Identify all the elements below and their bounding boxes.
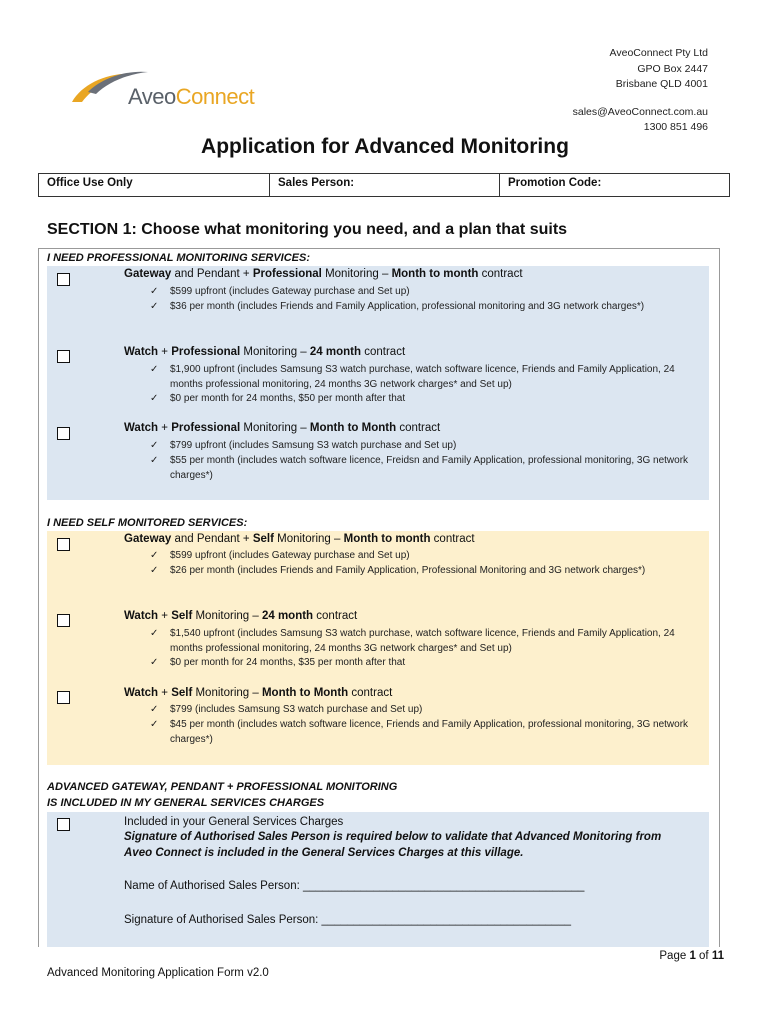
city: Brisbane QLD 4001	[615, 78, 708, 90]
checkbox-advanced-included[interactable]	[57, 818, 70, 831]
checkbox-self-gateway[interactable]	[57, 538, 70, 551]
price-bullet: ✓ $799 (includes Samsung S3 watch purchase and Set up)	[150, 704, 423, 715]
email: sales@AveoConnect.com.au	[572, 105, 708, 118]
section-1-title: SECTION 1: Choose what monitoring you need, and a plan that suits	[47, 221, 568, 238]
aveo-logo-text: AveoConnect	[128, 84, 255, 109]
checkbox-professional-watch-24[interactable]	[57, 350, 70, 363]
checkbox-self-watch-24[interactable]	[57, 614, 70, 627]
phone: 1300 851 496	[643, 121, 708, 133]
form-version: Advanced Monitoring Application Form v2.0	[47, 967, 269, 979]
advanced-group-label-2: IS INCLUDED IN MY GENERAL SERVICES CHARGES	[47, 797, 325, 809]
option-heading: Watch + Professional Monitoring – Month to Month contract	[124, 422, 441, 434]
price-bullet: ✓ $45 per month (includes watch software licence, Friends and Family Application, professional monitoring, 3G network charges*)	[150, 719, 689, 745]
advanced-group-label: ADVANCED GATEWAY, PENDANT + PROFESSIONAL MONITORING	[47, 781, 398, 793]
office-use-table	[38, 173, 730, 197]
option-heading: Watch + Self Monitoring – 24 month contract	[124, 610, 358, 622]
page-title: Application for Advanced Monitoring	[201, 135, 569, 158]
self-group-label: I NEED SELF MONITORED SERVICES:	[47, 517, 248, 529]
price-bullet: ✓ $36 per month (includes Friends and Family Application, professional monitoring and 3G network charges*)	[150, 301, 645, 312]
option-heading: Watch + Self Monitoring – Month to Month contract	[124, 687, 393, 699]
included-text: Included in your General Services Charges	[124, 816, 344, 828]
price-bullet: ✓ $0 per month for 24 months, $35 per month after that	[150, 657, 406, 668]
option-heading: Watch + Professional Monitoring – 24 month contract	[124, 346, 406, 358]
office-use-cell: Office Use Only	[39, 174, 270, 196]
price-bullet: ✓ $26 per month (includes Friends and Family Application, Professional Monitoring and 3G network charges*)	[150, 565, 646, 576]
checkbox-self-watch-monthly[interactable]	[57, 691, 70, 704]
price-bullet: ✓ $55 per month (includes watch software licence, Freidsn and Family Application, professional monitoring, 3G network charges*)	[150, 455, 689, 481]
sales-person-field[interactable]: Sales Person:	[270, 174, 500, 196]
price-bullet: ✓ $599 upfront (includes Gateway purchase and Set up)	[150, 550, 410, 561]
company-name: AveoConnect Pty Ltd	[609, 47, 708, 59]
checkbox-professional-gateway[interactable]	[57, 273, 70, 286]
promotion-code-field[interactable]: Promotion Code:	[508, 177, 602, 189]
option-heading: Gateway and Pendant + Self Monitoring – Month to month contract	[124, 533, 475, 545]
sales-person-signature-field[interactable]: Signature of Authorised Sales Person: _______________________________________	[124, 914, 571, 926]
page-number: Page 1 of 11	[659, 950, 724, 962]
sales-person-name-field[interactable]: Name of Authorised Sales Person: ____________________________________________	[124, 880, 585, 892]
price-bullet: ✓ $1,540 upfront (includes Samsung S3 watch purchase, watch software licence, Friends and Family Application, 24 months professional monitoring, 24 months 3G network charges* and Set up)	[150, 628, 675, 654]
price-bullet: ✓ $1,900 upfront (includes Samsung S3 watch purchase, watch software licence, Friends and Family Application, 24 months professional monitoring, 24 months 3G network charges* and Set up)	[150, 364, 675, 390]
price-bullet: ✓ $799 upfront (includes Samsung S3 watch purchase and Set up)	[150, 440, 457, 451]
option-heading: Gateway and Pendant + Professional Monitoring – Month to month contract	[124, 268, 523, 280]
price-bullet: ✓ $0 per month for 24 months, $50 per month after that	[150, 393, 406, 404]
price-bullet: ✓ $599 upfront (includes Gateway purchase and Set up)	[150, 286, 410, 297]
professional-group-label: I NEED PROFESSIONAL MONITORING SERVICES:	[47, 252, 311, 264]
checkbox-professional-watch-monthly[interactable]	[57, 427, 70, 440]
po-box: GPO Box 2447	[637, 62, 708, 75]
company-address	[573, 46, 708, 136]
signature-note: Signature of Authorised Sales Person is required below to validate that Advanced Monitoring from Aveo Connect is included in the General Services Charges at this village.	[124, 831, 662, 859]
